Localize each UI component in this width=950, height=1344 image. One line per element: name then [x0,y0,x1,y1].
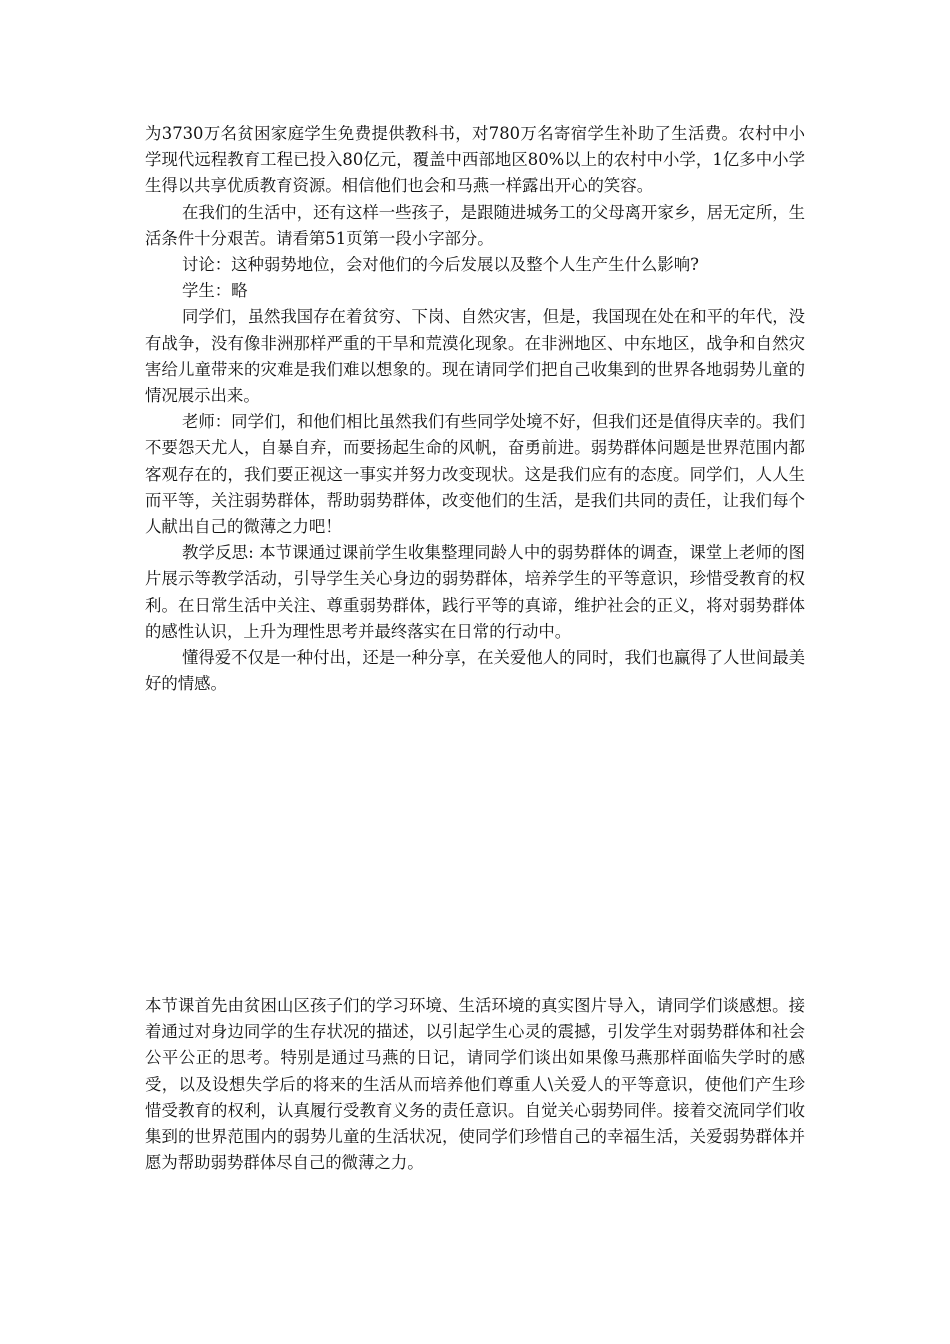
paragraph-teaching-reflection: 教学反思: 本节课通过课前学生收集整理同龄人中的弱势群体的调查，课堂上老师的图片展示等教学活动，引导学生关心身边的弱势群体，培养学生的平等意识，珍惜受教育的权利。在日常生活中关注、尊重弱势群体，践行平等的真谛，维护社会的正义，将对弱势群体的感性认识，上升为理性思考并最终落实在日常的行动中。 [145,543,805,641]
paragraph-textbook-subsidy: 为3730万名贫困家庭学生免费提供教科书，对780万名寄宿学生补助了生活费。农村中小学现代远程教育工程已投入80亿元，覆盖中西部地区80%以上的农村中小学，1亿多中小学生得以共享优质教育资源。相信他们也会和马燕一样露出开心的笑容。 [145,124,805,196]
paragraph-teacher-summary: 老师：同学们，和他们相比虽然我们有些同学处境不好，但我们还是值得庆幸的。我们不要怨天尤人，自暴自弃，而要扬起生命的风帆，奋勇前进。弱势群体问题是世界范围内都客观存在的，我们要正视这一事实并努力改变现状。这是我们应有的态度。同学们，人人生而平等，关注弱势群体，帮助弱势群体，改变他们的生活，是我们共同的责任，让我们每个人献出自己的微薄之力吧！ [145,412,805,537]
paragraph-world-comparison: 同学们，虽然我国存在着贫穷、下岗、自然灾害，但是，我国现在处在和平的年代，没有战争，没有像非洲那样严重的干旱和荒漠化现象。在非洲地区、中东地区，战争和自然灾害给儿童带来的灾难是我们难以想象的。现在请同学们把自己收集到的世界各地弱势儿童的情况展示出来。 [145,307,805,406]
lesson-overview-section [145,993,805,1176]
lesson-body-section [145,121,805,697]
paragraph-student-response: 学生：略 [182,281,248,301]
paragraph-discussion-question: 讨论：这种弱势地位，会对他们的今后发展以及整个人生产生什么影响? [182,255,699,275]
paragraph-migrant-children: 在我们的生活中，还有这样一些孩子，是跟随进城务工的父母离开家乡，居无定所，生活条件十分艰苦。请看第51页第一段小字部分。 [145,202,805,248]
paragraph-lesson-overview: 本节课首先由贫困山区孩子们的学习环境、生活环境的真实图片导入，请同学们谈感想。接着通过对身边同学的生存状况的描述，以引起学生心灵的震撼，引发学生对弱势群体和社会公平公正的思考。特别是通过马燕的日记，请同学们谈出如果像马燕那样面临失学时的感受，以及设想失学后的将来的生活从而培养他们尊重人\关爱人的平等意识，使他们产生珍惜受教育的权利，认真履行受教育义务的责任意识。自觉关心弱势同伴。接着交流同学们收集到的世界范围内的弱势儿童的生活状况，使同学们珍惜自己的幸福生活，关爱弱势群体并愿为帮助弱势群体尽自己的微薄之力。 [145,996,805,1173]
paragraph-closing-remark: 懂得爱不仅是一种付出，还是一种分享，在关爱他人的同时，我们也赢得了人世间最美好的情感。 [145,648,805,694]
